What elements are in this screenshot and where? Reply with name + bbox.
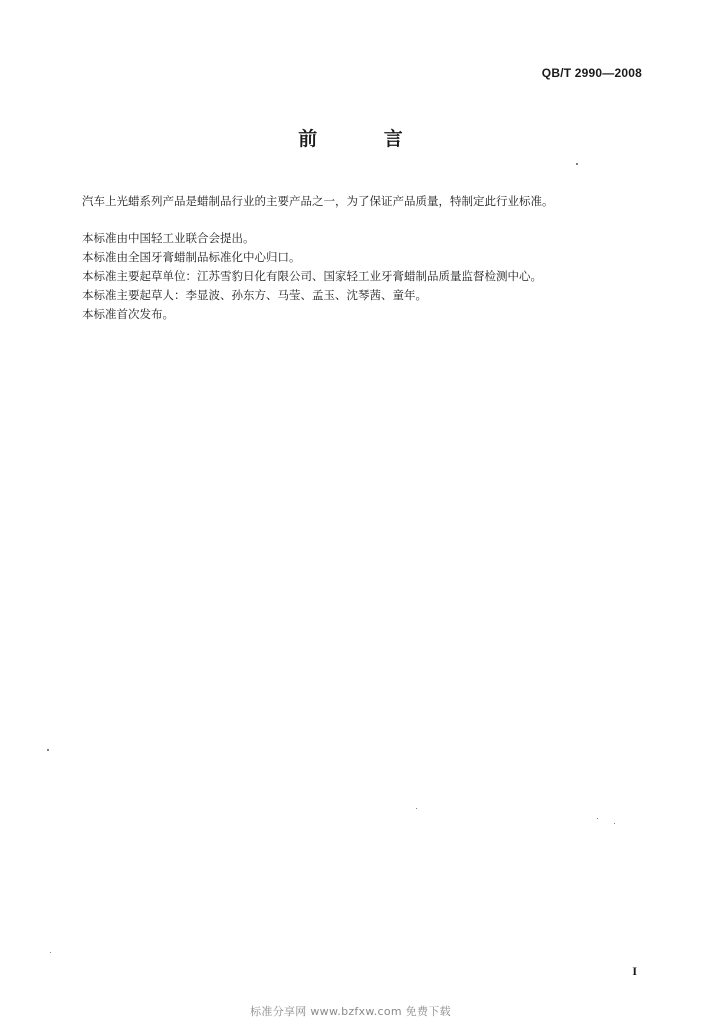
scan-speck (47, 749, 49, 751)
standard-code: QB/T 2990—2008 (541, 66, 642, 80)
page-number: I (632, 964, 637, 978)
scan-speck (576, 163, 578, 165)
scan-speck (614, 823, 615, 824)
statement-line: 本标准主要起草单位：江苏雪豹日化有限公司、国家轻工业牙膏蜡制品质量监督检测中心。 (82, 269, 542, 283)
statement-line: 本标准由中国轻工业联合会提出。 (82, 231, 255, 245)
statements-block (82, 229, 542, 324)
statement-line: 本标准由全国牙膏蜡制品标准化中心归口。 (82, 250, 301, 264)
scan-speck (597, 818, 598, 819)
statement-line: 本标准首次发布。 (82, 307, 174, 321)
page-title: 前 言 (298, 128, 433, 150)
scan-speck (416, 808, 417, 809)
scan-speck (50, 952, 51, 953)
statement-line: 本标准主要起草人：李显波、孙东方、马莹、孟玉、沈琴茜、童年。 (82, 288, 427, 302)
intro-paragraph: 汽车上光蜡系列产品是蜡制品行业的主要产品之一，为了保证产品质量，特制定此行业标准。 (82, 194, 554, 208)
footer-watermark: 标准分享网 www.bzfxw.com 免费下载 (250, 1005, 451, 1018)
